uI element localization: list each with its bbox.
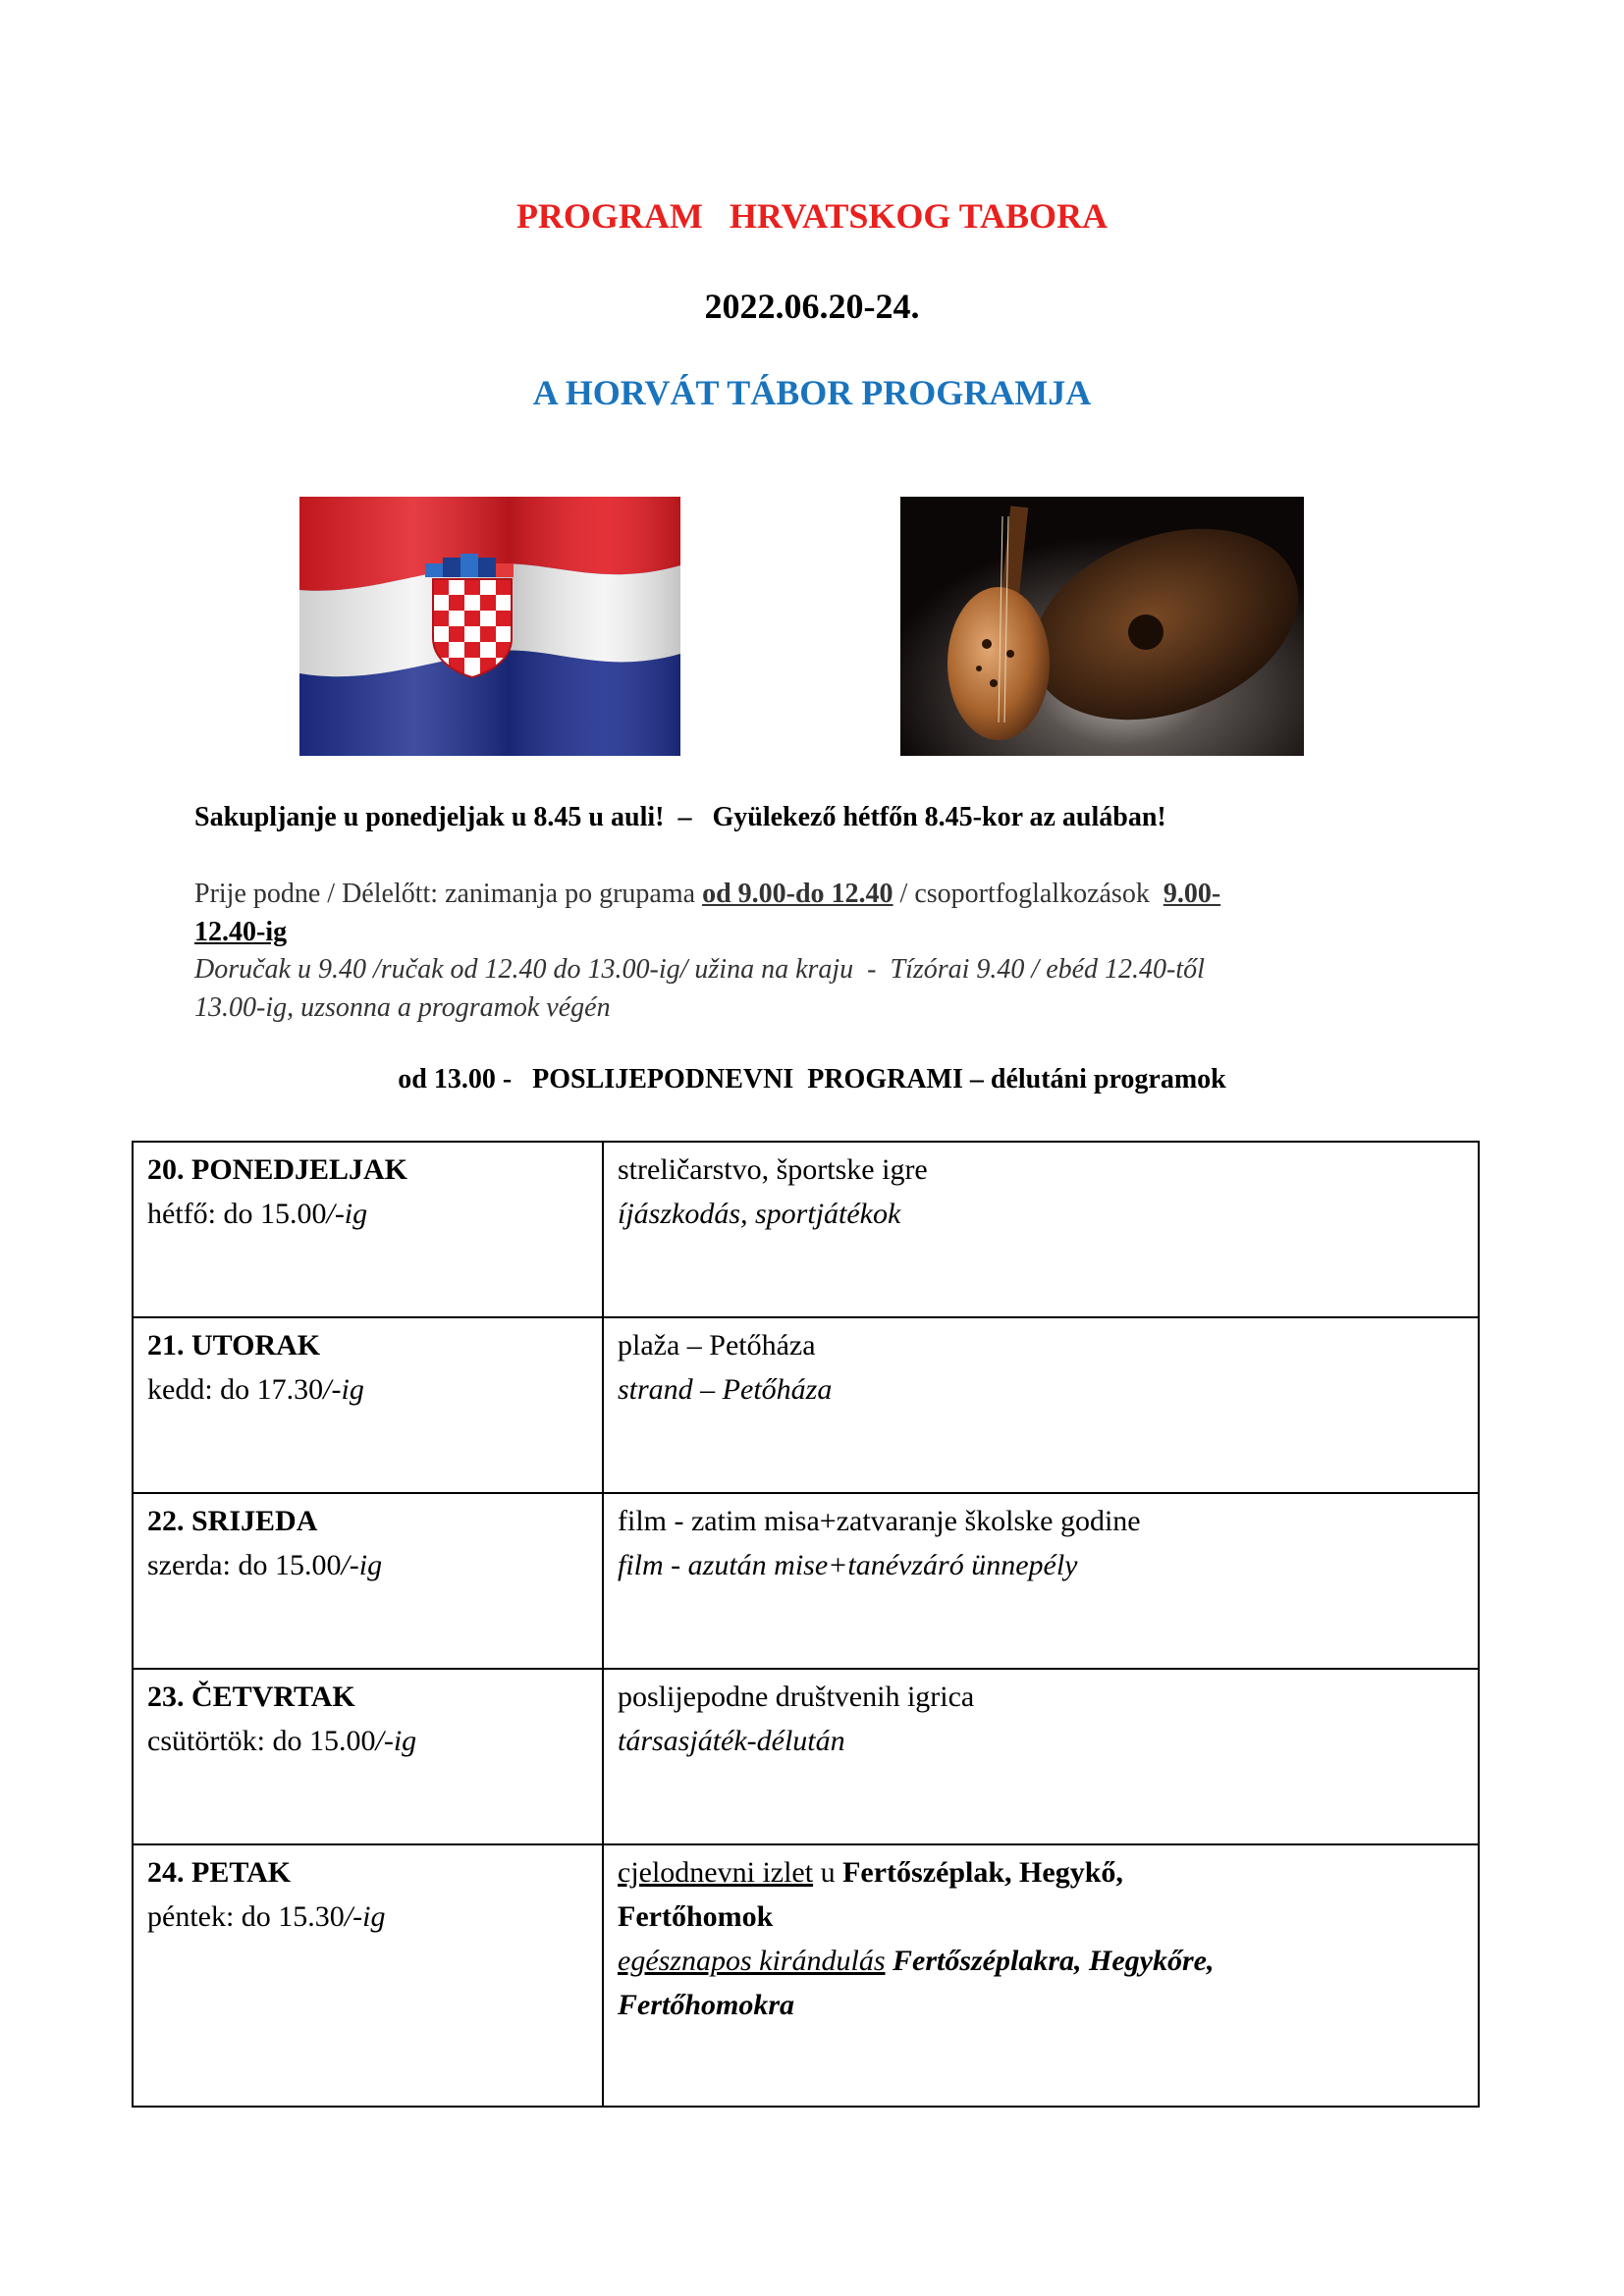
activity-hr: film - zatim misa+zatvaranje školske godine [618,1505,1141,1537]
morning-program [194,875,1220,913]
excursion-link-hr: cjelodnevni izlet [618,1856,814,1889]
morning-mid: / csoportfoglalkozások [893,879,1164,909]
activity-hu: íjászkodás, sportjátékok [618,1198,901,1230]
day-cell [133,1142,603,1317]
activity-hr: poslijepodne društvenih igrica [618,1681,975,1713]
morning-time-hr: od 9.00-do 12.40 [702,879,893,909]
places-hr-cont: Fertőhomok [618,1900,774,1933]
activity-hu: társasjáték-délután [618,1725,845,1757]
meals-line: 13.00-ig, uzsonna a programok végén [194,992,611,1023]
activity-hr: plaža – Petőháza [618,1329,816,1362]
activity-cell [603,1142,1479,1317]
day-name: 23. ČETVRTAK [147,1681,355,1713]
day-name: 21. UTORAK [147,1329,321,1362]
morning-prefix: Prije podne / Délelőtt: zanimanja po grupama [194,879,703,909]
morning-time-hu-cont: 12.40-ig [194,917,288,947]
day-time: kedd: do 17.30/-ig [147,1373,364,1406]
table-row [133,1142,1479,1317]
day-cell [133,1844,603,2107]
table-row [133,1844,1479,2107]
places-hr: Fertőszéplak, Hegykő, [842,1856,1123,1889]
tamburica-guitar-icon [900,497,1304,756]
gathering-notice: Sakupljanje u ponedjeljak u 8.45 u auli! – Gyülekező hétfőn 8.45-kor az aulában! [194,802,1166,832]
hungarian-title: A HORVÁT TÁBOR PROGRAMJA [532,373,1092,412]
activity-cell [603,1493,1479,1669]
day-name: 24. PETAK [147,1856,292,1889]
meals-line: Doručak u 9.40 /ručak od 12.40 do 13.00-ig/ užina na kraju - Tízórai 9.40 / ebéd 12.40-től [194,954,1205,985]
activity-hr: cjelodnevni izlet u Fertőszéplak, Hegykő, [618,1856,1123,1889]
day-time: csütörtök: do 15.00/-ig [147,1725,417,1757]
places-hu-cont: Fertőhomokra [618,1989,795,2021]
day-time: péntek: do 15.30/-ig [147,1900,386,1933]
table-row [133,1669,1479,1844]
activity-hu: film - azután mise+tanévzáró ünnepély [618,1549,1078,1581]
morning-time-hu: 9.00- [1163,879,1221,909]
activity-hu: strand – Petőháza [618,1373,833,1406]
excursion-link-hu: egésznapos kirándulás [618,1945,886,1977]
afternoon-heading: od 13.00 - POSLIJEPODNEVNI PROGRAMI – délutáni programok [398,1064,1226,1095]
croatian-flag-icon [299,497,680,756]
activity-hr: streličarstvo, športske igre [618,1153,928,1186]
places-hu: Fertőszéplakra, Hegykőre, [885,1945,1215,1977]
day-cell [133,1493,603,1669]
day-time: hétfő: do 15.00/-ig [147,1198,368,1230]
page-title: PROGRAM HRVATSKOG TABORA [515,196,1109,236]
activity-cell [603,1844,1479,2107]
table-row [133,1317,1479,1493]
day-name: 22. SRIJEDA [147,1505,318,1537]
day-cell [133,1669,603,1844]
schedule-table [132,1141,1480,2108]
table-row [133,1493,1479,1669]
day-cell [133,1317,603,1493]
activity-cell [603,1669,1479,1844]
day-time: szerda: do 15.00/-ig [147,1549,383,1581]
day-name: 20. PONEDJELJAK [147,1153,408,1186]
activity-hu [618,1939,1464,1983]
date-heading: 2022.06.20-24. [704,287,920,326]
activity-cell [603,1317,1479,1493]
